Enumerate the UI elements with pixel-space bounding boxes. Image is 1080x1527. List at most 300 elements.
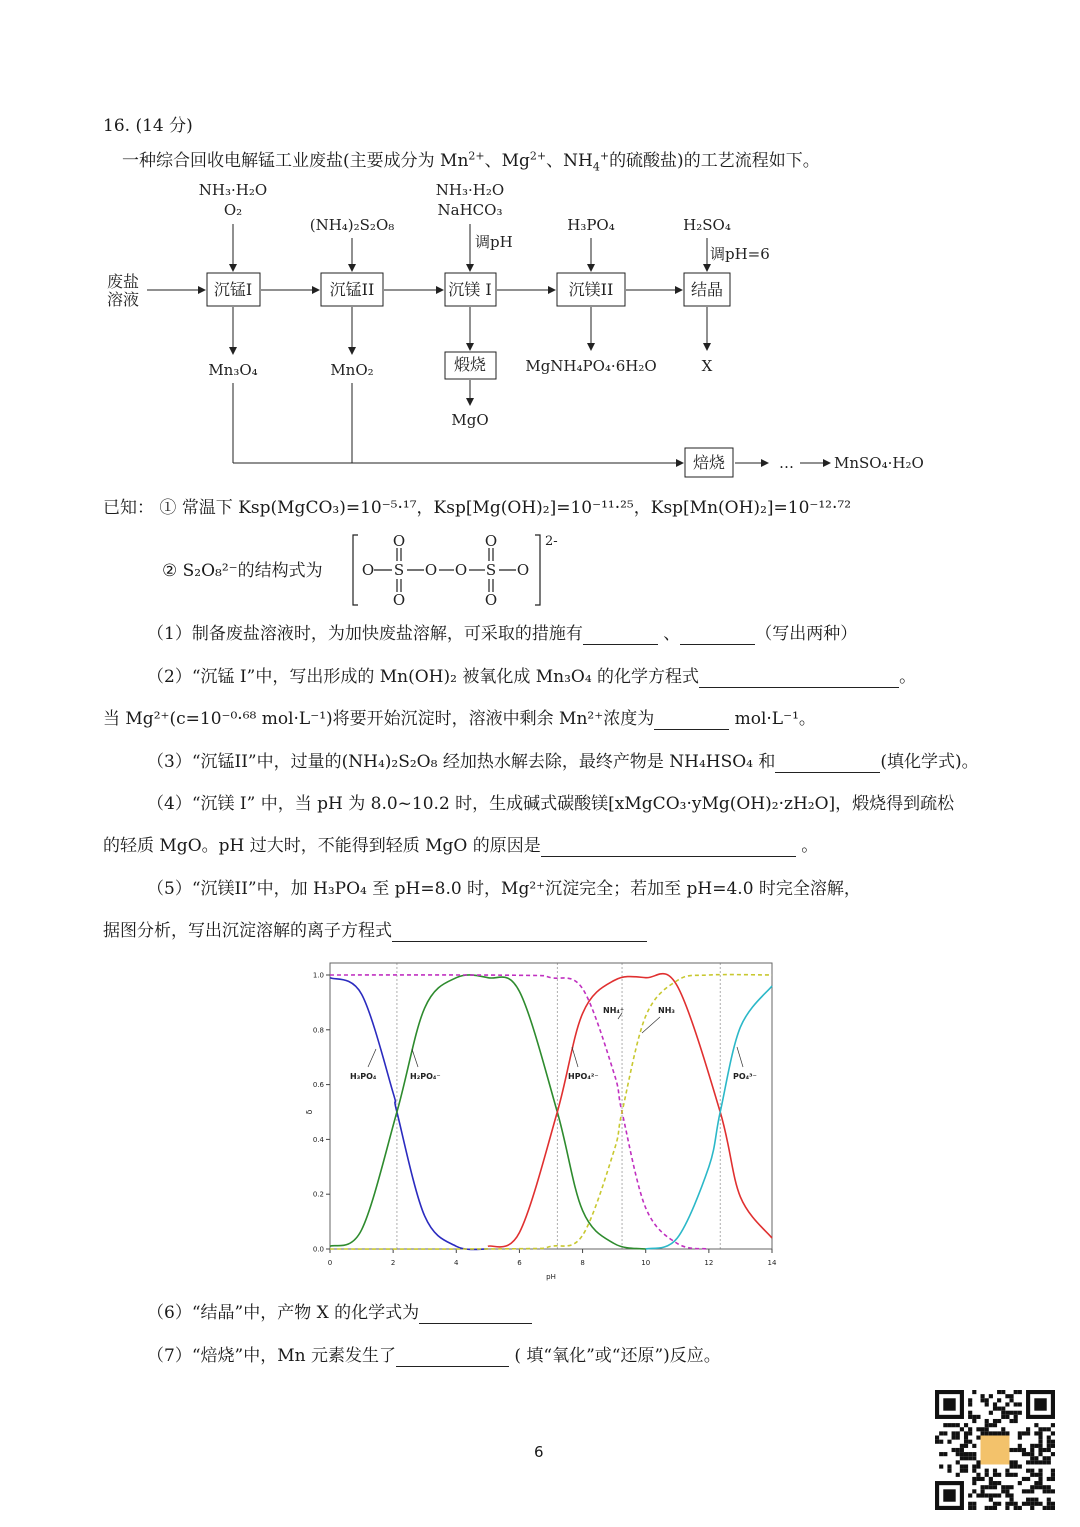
qr-module [1051, 1473, 1055, 1477]
box-label-crystal: 结晶 [690, 280, 724, 299]
qr-module [964, 1423, 968, 1427]
qr-module [1034, 1481, 1038, 1485]
qr-module [1005, 1493, 1009, 1497]
qr-module [956, 1436, 960, 1440]
qr-module [1030, 1485, 1034, 1489]
qr-module [1026, 1502, 1030, 1506]
qr-module [1009, 1411, 1013, 1415]
qr-module [1043, 1427, 1047, 1431]
box-label-mn2: 沉锰II [329, 280, 375, 299]
qr-module [1018, 1444, 1022, 1448]
plot-frame [330, 963, 772, 1249]
y-tick-label: 0.4 [312, 1135, 324, 1144]
qr-module [972, 1477, 976, 1481]
qr-module [997, 1419, 1001, 1423]
qr-module [989, 1485, 993, 1489]
reagent-o2: O₂ [223, 201, 243, 219]
question-intro: 一种综合回收电解锰工业废盐(主要成分为 $Mn^{2+}$、$Mg^{2+}$、$NH_4^+$的硫酸盐)的工艺流程如下。 [122, 149, 820, 174]
ion-charge: 2- [545, 534, 558, 549]
answer-blank[interactable] [541, 838, 796, 857]
qr-module [993, 1485, 997, 1489]
qr-module [1038, 1448, 1042, 1452]
qr-module [1022, 1431, 1026, 1435]
qr-module [981, 1489, 985, 1493]
qr-module [1034, 1498, 1038, 1502]
qr-module [976, 1477, 980, 1481]
qr-module [964, 1452, 968, 1456]
qr-module [1030, 1473, 1034, 1477]
qr-module [976, 1415, 980, 1419]
qr-module [960, 1427, 964, 1431]
phosphate-distribution-chart [300, 955, 790, 1290]
qr-module [947, 1469, 951, 1473]
output-mno2: MnO₂ [330, 361, 374, 379]
qr-module [1022, 1452, 1026, 1456]
qr-module [1038, 1469, 1042, 1473]
known-item-2: ② S₂O₈²⁻的结构式为 [162, 561, 323, 581]
qr-module [997, 1390, 1001, 1394]
y-axis-label: δ [305, 1109, 314, 1115]
qr-module [960, 1444, 964, 1448]
qr-module [1009, 1398, 1013, 1402]
qr-module [960, 1464, 964, 1468]
qr-module [985, 1506, 989, 1510]
qr-module [993, 1469, 997, 1473]
qr-module [1018, 1411, 1022, 1415]
qr-module [1034, 1473, 1038, 1477]
reagent-persulfate: (NH₄)₂S₂O₈ [309, 216, 395, 234]
qr-finder [1034, 1398, 1046, 1410]
qr-module [1022, 1448, 1026, 1452]
qr-module [1043, 1456, 1047, 1460]
x-tick-label: 6 [517, 1259, 522, 1267]
qr-module [964, 1456, 968, 1460]
atom-o: O [392, 591, 406, 609]
qr-module [1018, 1402, 1022, 1406]
note-adjust-ph: 调pH [475, 233, 513, 251]
part-4: （4）“沉镁 I” 中，当 pH 为 8.0~10.2 时，生成碱式碳酸镁[xMgCO₃·yMg(OH)₂·zH₂O]，煅烧得到疏松 [147, 794, 955, 814]
qr-module [997, 1493, 1001, 1497]
qr-module [1018, 1431, 1022, 1435]
qr-module [1014, 1402, 1018, 1406]
qr-module [1001, 1431, 1005, 1435]
qr-module [1001, 1485, 1005, 1489]
qr-module [1038, 1481, 1042, 1485]
qr-module [1047, 1485, 1051, 1489]
qr-module [1047, 1502, 1051, 1506]
qr-module [968, 1506, 972, 1510]
qr-module [989, 1431, 993, 1435]
series-pointer [572, 1047, 578, 1067]
qr-module [976, 1460, 980, 1464]
qr-module [1030, 1444, 1034, 1448]
qr-module [943, 1423, 947, 1427]
reagent-h2so4: H₂SO₄ [683, 216, 731, 234]
qr-module [1014, 1464, 1018, 1468]
qr-module [1043, 1448, 1047, 1452]
box-label-mg2: 沉镁II [568, 280, 614, 299]
qr-module [981, 1394, 985, 1398]
qr-module [1038, 1477, 1042, 1481]
qr-module [960, 1456, 964, 1460]
qr-module [997, 1431, 1001, 1435]
answer-blank[interactable] [699, 669, 899, 688]
atom-o: O [484, 532, 498, 550]
qr-module [1051, 1506, 1055, 1510]
qr-module [985, 1427, 989, 1431]
qr-module [985, 1419, 989, 1423]
qr-module [1005, 1485, 1009, 1489]
qr-module [1005, 1415, 1009, 1419]
qr-module [1038, 1436, 1042, 1440]
qr-module [972, 1502, 976, 1506]
series-label: PO₄³⁻ [733, 1072, 757, 1081]
answer-blank[interactable] [419, 1305, 532, 1324]
qr-module [1038, 1440, 1042, 1444]
flow-ellipsis: … [779, 454, 794, 472]
reagent-h3po4: H₃PO₄ [567, 216, 615, 234]
qr-module [972, 1419, 976, 1423]
part-7: （7）“焙烧”中，Mn 元素发生了 ( 填“氧化”或“还原”)反应。 [147, 1346, 721, 1366]
series-line-3 [646, 986, 772, 1249]
qr-module [972, 1481, 976, 1485]
atom-o: O [424, 561, 438, 579]
qr-module [1009, 1485, 1013, 1489]
y-tick-label: 0.2 [312, 1190, 324, 1199]
qr-module [1009, 1419, 1013, 1423]
box-label-roast: 焙烧 [692, 453, 726, 472]
qr-module [981, 1431, 985, 1435]
qr-module [993, 1481, 997, 1485]
qr-module [947, 1440, 951, 1444]
qr-module [972, 1444, 976, 1448]
qr-module [956, 1448, 960, 1452]
qr-module [968, 1493, 972, 1497]
qr-module [1005, 1394, 1009, 1398]
part-5b: 据图分析，写出沉淀溶解的离子方程式 [103, 920, 647, 942]
qr-module [1014, 1411, 1018, 1415]
answer-blank[interactable] [680, 626, 755, 645]
qr-module [1005, 1473, 1009, 1477]
qr-module [964, 1431, 968, 1435]
qr-module [989, 1493, 993, 1497]
reagent-nh3h2o-2: NH₃·H₂O [435, 181, 505, 199]
qr-module [952, 1431, 956, 1435]
y-tick-label: 0.0 [312, 1245, 324, 1254]
atom-s: S [485, 561, 497, 579]
qr-module [989, 1481, 993, 1485]
qr-module [1018, 1448, 1022, 1452]
qr-module [952, 1436, 956, 1440]
series-pointer [642, 1017, 660, 1033]
qr-module [993, 1402, 997, 1406]
qr-module [985, 1469, 989, 1473]
persulfate-structure [350, 530, 570, 610]
qr-module [1009, 1394, 1013, 1398]
qr-module [1026, 1489, 1030, 1493]
qr-module [997, 1502, 1001, 1506]
qr-module [968, 1431, 972, 1435]
qr-module [981, 1485, 985, 1489]
qr-module [1005, 1469, 1009, 1473]
qr-module [956, 1452, 960, 1456]
qr-module [1026, 1460, 1030, 1464]
qr-module [1014, 1502, 1018, 1506]
qr-module [985, 1398, 989, 1402]
qr-module [976, 1436, 980, 1440]
series-label: H₃PO₄ [350, 1072, 377, 1081]
qr-module [1051, 1444, 1055, 1448]
qr-module [1014, 1390, 1018, 1394]
qr-module [1005, 1431, 1009, 1435]
qr-module [997, 1407, 1001, 1411]
part-4b: 的轻质 MgO。pH 过大时，不能得到轻质 MgO 的原因是 。 [103, 836, 819, 856]
qr-module [1047, 1506, 1051, 1510]
qr-module [1009, 1502, 1013, 1506]
qr-module [1014, 1415, 1018, 1419]
qr-module [1034, 1460, 1038, 1464]
qr-module [1047, 1440, 1051, 1444]
qr-module [1018, 1506, 1022, 1510]
qr-module [981, 1493, 985, 1497]
qr-module [968, 1411, 972, 1415]
qr-module [1001, 1411, 1005, 1415]
qr-module [1047, 1477, 1051, 1481]
qr-module [989, 1423, 993, 1427]
qr-module [989, 1506, 993, 1510]
feed-label-2: 溶液 [107, 290, 140, 309]
qr-module [952, 1423, 956, 1427]
part-1: （1）制备废盐溶液时，为加快废盐溶解，可采取的措施有 、 （写出两种） [147, 624, 858, 644]
bracket-left [353, 535, 358, 605]
qr-module [1030, 1456, 1034, 1460]
qr-module [985, 1473, 989, 1477]
atom-o: O [361, 561, 375, 579]
process-flow-diagram [0, 0, 1080, 500]
qr-module [1014, 1419, 1018, 1423]
x-tick-label: 0 [327, 1259, 333, 1267]
qr-module [1001, 1427, 1005, 1431]
qr-module [1001, 1390, 1005, 1394]
x-tick-label: 2 [390, 1259, 396, 1267]
qr-module [1051, 1440, 1055, 1444]
part-2: （2）“沉锰 I”中，写出形成的 Mn(OH)₂ 被氧化成 Mn₃O₄ 的化学方程式 。 [147, 667, 917, 687]
part-3: （3）“沉锰II”中，过量的(NH₄)₂S₂O₈ 经加热水解去除，最终产物是 NH₄HSO₄ 和 (填化学式)。 [147, 752, 979, 772]
series-label: H₂PO₄⁻ [410, 1072, 441, 1081]
qr-module [1051, 1502, 1055, 1506]
qr-module [968, 1502, 972, 1506]
qr-module [968, 1398, 972, 1402]
qr-module [960, 1452, 964, 1456]
box-label-mg1: 沉镁 I [448, 280, 492, 299]
qr-module [981, 1398, 985, 1402]
answer-blank[interactable] [775, 754, 880, 773]
qr-module [976, 1464, 980, 1468]
series-line-2 [488, 974, 772, 1247]
qr-module [1026, 1498, 1030, 1502]
qr-module [1051, 1423, 1055, 1427]
qr-module [1018, 1464, 1022, 1468]
qr-module [981, 1477, 985, 1481]
qr-module [1005, 1489, 1009, 1493]
qr-module [1009, 1448, 1013, 1452]
qr-module [1047, 1489, 1051, 1493]
qr-module [1009, 1464, 1013, 1468]
qr-module [968, 1402, 972, 1406]
qr-module [968, 1456, 972, 1460]
qr-module [1038, 1431, 1042, 1435]
series-pointer [368, 1049, 376, 1067]
qr-module [952, 1448, 956, 1452]
box-label-mn1: 沉锰I [213, 280, 253, 299]
qr-module [956, 1423, 960, 1427]
qr-logo [981, 1436, 1010, 1465]
atom-o: O [516, 561, 530, 579]
qr-module [976, 1493, 980, 1497]
series-label: NH₃ [658, 1006, 675, 1015]
qr-module [1038, 1485, 1042, 1489]
qr-module [1014, 1460, 1018, 1464]
qr-module [993, 1407, 997, 1411]
qr-module [943, 1452, 947, 1456]
qr-module [1034, 1423, 1038, 1427]
series-line-0 [330, 978, 488, 1250]
qr-module [1047, 1498, 1051, 1502]
note-adjust-ph6: 调pH=6 [710, 245, 770, 263]
qr-module [972, 1469, 976, 1473]
qr-module [1051, 1431, 1055, 1435]
qr-module [989, 1411, 993, 1415]
qr-module [935, 1436, 939, 1440]
qr-module [1022, 1477, 1026, 1481]
series-pointer [737, 1047, 743, 1067]
qr-module [1038, 1502, 1042, 1506]
qr-module [1034, 1456, 1038, 1460]
qr-module [1030, 1452, 1034, 1456]
qr-module [1001, 1407, 1005, 1411]
qr-module [985, 1493, 989, 1497]
qr-module [976, 1473, 980, 1477]
output-mgo: MgO [451, 411, 489, 429]
qr-module [1005, 1502, 1009, 1506]
qr-module [972, 1456, 976, 1460]
answer-blank[interactable] [392, 923, 647, 942]
output-mn3o4: Mn₃O₄ [208, 361, 258, 379]
qr-module [1030, 1489, 1034, 1493]
part-5: （5）“沉镁II”中，加 H₃PO₄ 至 pH=8.0 时，Mg²⁺沉淀完全；若加至 pH=4.0 时完全溶解， [147, 879, 861, 899]
qr-module [960, 1469, 964, 1473]
qr-module [993, 1502, 997, 1506]
known-item-1: 已知： ① 常温下 Ksp(MgCO₃)=10⁻⁵·¹⁷，Ksp[Mg(OH)₂]=10⁻¹¹·²⁵，Ksp[Mn(OH)₂]=10⁻¹²·⁷² [103, 498, 852, 518]
y-tick-label: 0.6 [312, 1081, 324, 1090]
x-axis-label: pH [546, 1273, 556, 1281]
qr-module [1047, 1436, 1051, 1440]
qr-code [935, 1390, 1055, 1510]
qr-module [935, 1440, 939, 1444]
qr-module [1030, 1502, 1034, 1506]
qr-module [972, 1390, 976, 1394]
reagent-nahco3: NaHCO₃ [437, 201, 503, 219]
qr-module [1005, 1506, 1009, 1510]
qr-module [1038, 1473, 1042, 1477]
answer-blank[interactable] [396, 1348, 509, 1367]
qr-module [1009, 1493, 1013, 1497]
qr-module [1018, 1436, 1022, 1440]
qr-module [968, 1452, 972, 1456]
qr-module [1043, 1460, 1047, 1464]
qr-module [1001, 1489, 1005, 1493]
qr-module [1009, 1473, 1013, 1477]
atom-o: O [454, 561, 468, 579]
qr-module [1047, 1427, 1051, 1431]
answer-blank[interactable] [654, 711, 729, 730]
series-pointer [412, 1049, 418, 1067]
qr-module [939, 1440, 943, 1444]
feed-label-1: 废盐 [107, 272, 140, 291]
qr-module [1047, 1460, 1051, 1464]
reagent-nh3h2o-1: NH₃·H₂O [198, 181, 268, 199]
qr-module [1030, 1448, 1034, 1452]
qr-module [972, 1489, 976, 1493]
qr-module [1034, 1502, 1038, 1506]
qr-module [964, 1436, 968, 1440]
qr-module [1026, 1477, 1030, 1481]
series-line-4 [330, 975, 709, 1249]
output-struvite: MgNH₄PO₄·6H₂O [525, 357, 657, 375]
qr-module [1014, 1506, 1018, 1510]
x-tick-label: 4 [454, 1259, 459, 1267]
qr-module [1034, 1431, 1038, 1435]
qr-module [1047, 1448, 1051, 1452]
qr-module [993, 1419, 997, 1423]
qr-module [964, 1440, 968, 1444]
qr-module [1026, 1469, 1030, 1473]
qr-module [1022, 1489, 1026, 1493]
qr-module [1034, 1485, 1038, 1489]
x-tick-label: 8 [580, 1259, 585, 1267]
qr-module [1018, 1390, 1022, 1394]
qr-module [972, 1464, 976, 1468]
qr-module [1051, 1489, 1055, 1493]
qr-module [989, 1394, 993, 1398]
qr-module [1005, 1402, 1009, 1406]
atom-s: S [393, 561, 405, 579]
qr-module [1005, 1411, 1009, 1415]
qr-module [1022, 1502, 1026, 1506]
output-mnso4: MnSO₄·H₂O [834, 454, 924, 472]
qr-module [997, 1398, 1001, 1402]
qr-module [939, 1431, 943, 1435]
qr-module [997, 1473, 1001, 1477]
qr-module [993, 1431, 997, 1435]
part-6: （6）“结晶”中，产物 X 的化学式为 [147, 1302, 532, 1324]
atom-o: O [484, 591, 498, 609]
qr-module [985, 1431, 989, 1435]
qr-module [972, 1452, 976, 1456]
qr-module [1026, 1452, 1030, 1456]
qr-module [1030, 1460, 1034, 1464]
x-tick-label: 12 [704, 1259, 714, 1267]
qr-module [993, 1423, 997, 1427]
qr-module [1030, 1469, 1034, 1473]
qr-module [976, 1427, 980, 1431]
qr-finder [943, 1398, 955, 1410]
answer-blank[interactable] [583, 626, 658, 645]
qr-module [1026, 1427, 1030, 1431]
qr-module [964, 1469, 968, 1473]
qr-module [1030, 1506, 1034, 1510]
qr-module [947, 1464, 951, 1468]
